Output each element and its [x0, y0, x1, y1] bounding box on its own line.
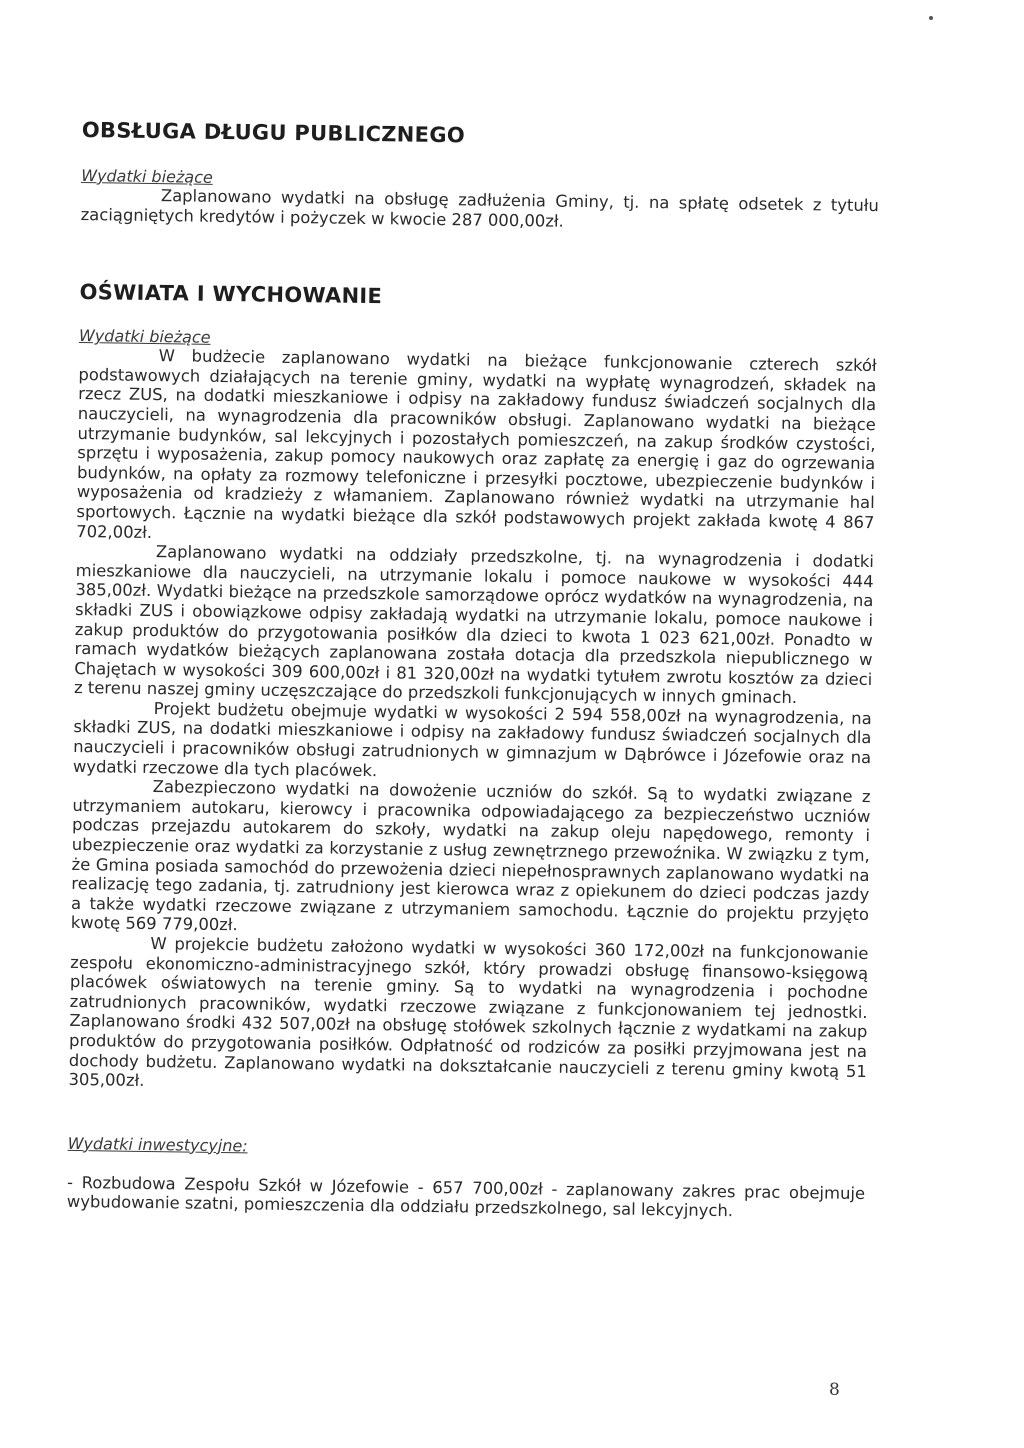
- investment-item: - Rozbudowa Zespołu Szkół w Józefowie - 657 700,00zł - zaplanowany zakres prac obejmuje wybudowanie szatni, pomieszczenia dla oddziału przedszkolnego, sal lekcyjnych.: [66, 1172, 866, 1221]
- section-heading-debt: OBSŁUGA DŁUGU PUBLICZNEGO: [81, 118, 466, 148]
- subheading-current-expenses: Wydatki bieżące: [81, 165, 213, 187]
- paragraph: Zaplanowano wydatki na oddziały przedszkolne, tj. na wynagrodzenia i dodatki mieszkaniowe dla nauczycieli, na utrzymanie lokalu i pomoce naukowe w wysokości 444 385,00zł. Wydatki bieżące na przedszkole samorządowe oprócz wydatków na wynagrodzenia, na składki ZUS i obowiązkowe odpisy zakładają wydatki na utrzymanie lokalu, pomoce naukowe i zakup produktów do przygotowania posiłków dla dzieci to kwota 1 023 621,00zł. Ponadto w ramach wydatków bieżących zaplanowana została dotacja dla przedszkola niepublicznego w Chajętach w wysokości 309 600,00zł i 81 320,00zł na wydatki tytułem zwrotu kosztów za dzieci z terenu naszej gminy uczęszczające do przedszkoli funkcjonujących w innych gminach.: [73, 542, 875, 708]
- paragraph: W projekcie budżetu założono wydatki w wysokości 360 172,00zł na funkcjonowanie zespołu ekonomiczno-administracyjnego szkół, który prowadzi obsługę finansowo-księgową placówek oświatowych na terenie gminy. Są to wydatki na wynagrodzenia i pochodne zatrudnionych pracowników, wydatki rzeczowe związane z funkcjonowaniem tej jednostki. Zaplanowano środki 432 507,00zł na obsługę stołówek szkolnych łącznie z wydatkami na zakup produktów do przygotowania posiłków. Odpłatność od rodziców za posiłki przyjmowana jest na dochody budżetu. Zaplanowano wydatki na dokształcanie nauczycieli z terenu gminy kwotą 51 305,00zł.: [68, 934, 869, 1091]
- paragraph: Zabezpieczono wydatki na dowożenie uczniów do szkół. Są to wydatki związane z utrzymaniem autokaru, kierowcy i pracownika odpowiadającego za bezpieczeństwo uczniów podczas przejazdu autokarem do szkoły, wydatki na zakup oleju napędowego, remonty i ubezpieczenie oraz wydatki za korzystanie z usług zewnętrznego przewoźnika. W związku z tym, że Gmina posiada samochód do przewożenia dzieci niepełnosprawnych zaplanowano wydatki na realizację tego zadania, tj. zatrudniony jest kierowca wraz z opiekunem do dzieci podczas jazdy a także wydatki rzeczowe związane z utrzymaniem samochodu. Łącznie do projektu przyjęto kwotę 569 779,00zł.: [70, 777, 871, 935]
- page-number: 8: [829, 1380, 840, 1400]
- paragraph: Projekt budżetu obejmuje wydatki w wysokości 2 594 558,00zł na wynagrodzenia, na składki ZUS, na dodatki mieszkaniowe i odpisy na zakładowy fundusz świadczeń socjalnych dla nauczycieli i pracowników obsługi zatrudnionych w gimnazjum w Dąbrówce i Józefowie oraz na wydatki rzeczowe dla tych placówek.: [72, 698, 872, 780]
- section-heading-education: OŚWIATA I WYCHOWANIE: [79, 280, 383, 309]
- page-content: [67, 118, 880, 1223]
- paragraph: W budżecie zaplanowano wydatki na bieżące funkcjonowanie czterech szkół podstawowych działających na terenie gminy, wydatki na wypłatę wynagrodzeń, składek na rzecz ZUS, na dodatki mieszkaniowe i odpisy na zakładowy fundusz świadczeń socjalnych dla nauczycieli, na wynagrodzenia dla pracowników obsługi. Zaplanowano wydatki na bieżące utrzymanie budynków, sal lekcyjnych i pozostałych pomieszczeń, na zakup środków czystości, sprzętu i wyposażenia, zakup pomocy naukowych oraz zapłatę za energię i gaz do ogrzewania budynków, na opłaty za rozmowy telefoniczne i przesyłki pocztowe, ubezpieczenie budynków i wyposażenia od kradzieży z włamaniem. Zaplanowano również wydatki na utrzymanie hal sportowych. Łącznie na wydatki bieżące dla szkół podstawowych projekt zakłada kwotę 4 867 702,00zł.: [76, 346, 877, 542]
- subheading-investment-expenses: Wydatki inwestycyjne:: [67, 1133, 248, 1156]
- subheading-current-expenses: Wydatki bieżące: [78, 326, 211, 348]
- paragraph: Zaplanowano wydatki na obsługę zadłużenia Gminy, tj. na spłatę odsetek z tytułu zaciągniętych kredytów i pożyczek w kwocie 287 000,00zł.: [80, 186, 879, 231]
- scan-speck: [929, 16, 933, 20]
